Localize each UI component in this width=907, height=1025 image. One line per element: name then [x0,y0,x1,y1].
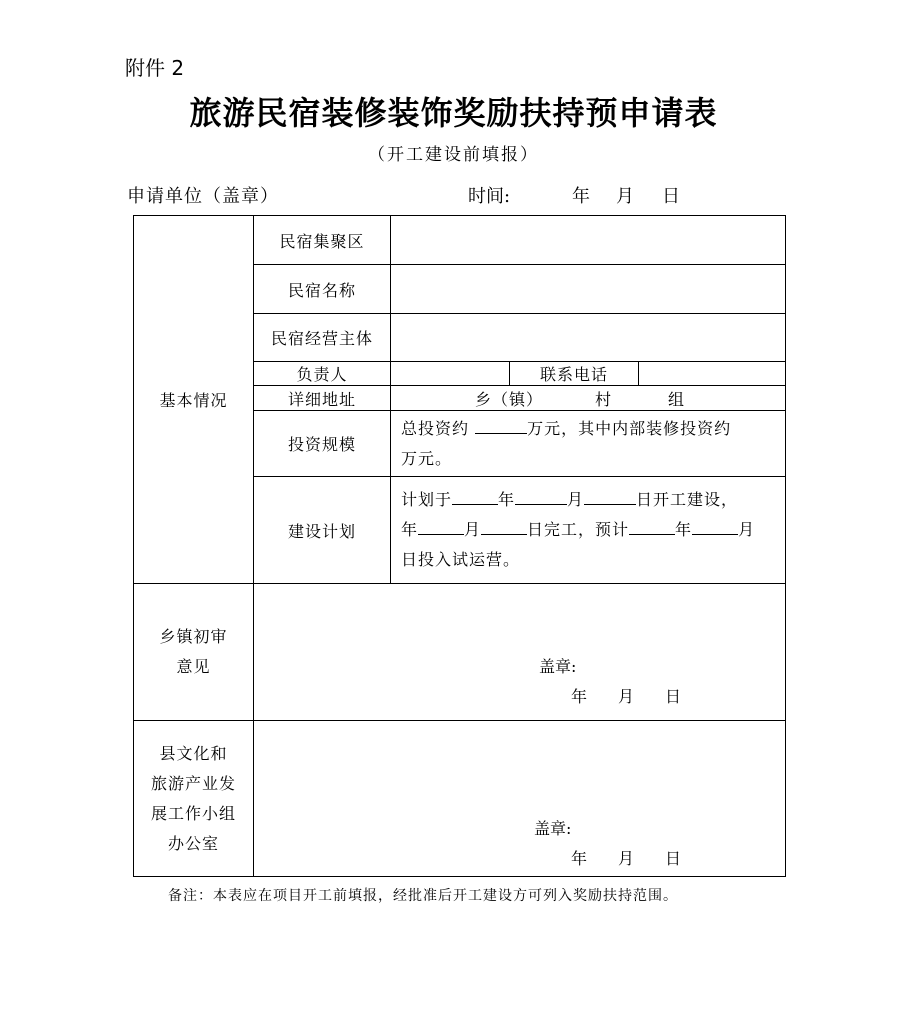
town-seal-date [254,682,785,712]
county-seal-date [254,844,785,874]
name-label-cell [254,265,391,314]
applicant-label: 申请单位（盖章） [127,186,279,207]
section-basic-info [134,216,254,584]
plan-month-label: 月 [567,490,585,509]
plan-text-3: 日完工，预计 [527,520,630,539]
investment-text-cell[interactable] [391,411,786,477]
address-town-label: 乡（镇） [475,389,544,409]
address-input-cell[interactable] [391,386,786,411]
plan-open-year-label: 年 [675,520,693,539]
plan-open-month-blank[interactable] [692,518,738,535]
time-label: 时间: [468,186,511,207]
time-month-label: 月 [616,186,634,207]
town-review-label-2: 意见 [176,657,211,676]
investment-label: 投资规模 [287,435,356,454]
time-day-label: 日 [662,186,680,207]
plan-text-4: 日投入试运营。 [401,550,521,569]
person-input-cell[interactable] [391,362,510,386]
county-office-label-cell [134,721,254,877]
person-label: 负责人 [296,365,348,384]
plan-finish-month-blank[interactable] [481,518,527,535]
county-label-1: 县文化和 [159,743,228,763]
application-form-table [133,215,786,877]
plan-label: 建设计划 [287,521,356,541]
town-seal-day: 日 [665,687,683,706]
county-label-3: 展工作小组 [150,803,236,823]
plan-year-label: 年 [498,490,516,509]
plan-open-month-label: 月 [738,520,756,539]
county-seal-day: 日 [665,849,683,868]
attachment-label: 附件 2 [125,56,185,80]
plan-start-month-blank[interactable] [515,488,567,505]
operator-label-cell [254,314,391,362]
county-seal-label: 盖章: [534,819,572,838]
address-village-label: 村 [595,389,613,409]
cluster-label-cell [254,216,391,265]
investment-text-2: 万元，其中内部装修投资约 [527,418,732,438]
investment-label-cell [254,411,391,477]
plan-text-cell[interactable] [391,477,786,584]
person-label-cell [254,362,391,386]
page-subtitle: （开工建设前填报） [368,145,539,165]
phone-label-cell [510,362,639,386]
plan-start-year-blank[interactable] [452,488,498,505]
page-title: 旅游民宿装修装饰奖励扶持预申请表 [189,94,718,132]
county-label-2: 旅游产业发 [150,773,236,793]
cluster-input-cell[interactable] [391,216,786,265]
plan-text-1: 计划于 [401,490,453,509]
plan-start-day-blank[interactable] [584,488,636,505]
county-seal-month: 月 [618,849,636,868]
plan-label-cell [254,477,391,584]
time-year-label: 年 [572,186,590,207]
investment-text-1: 总投资约 [401,418,470,438]
address-label-cell [254,386,391,411]
address-group-label: 组 [668,389,686,409]
plan-finish-year-label: 年 [401,520,419,539]
name-input-cell[interactable] [391,265,786,314]
phone-input-cell[interactable] [639,362,786,386]
investment-total-blank[interactable] [475,417,527,434]
investment-text-3: 万元。 [401,448,453,468]
plan-text-2: 日开工建设， [636,490,739,509]
footnote: 备注：本表应在项目开工前填报，经批准后开工建设方可列入奖励扶持范围。 [168,888,678,904]
town-seal-year: 年 [571,687,589,706]
phone-label: 联系电话 [539,365,608,384]
plan-finish-year-blank[interactable] [418,518,464,535]
section-basic-label: 基本情况 [159,391,228,410]
county-label-4: 办公室 [167,833,219,853]
town-review-label-cell [134,584,254,721]
name-label: 民宿名称 [287,280,356,300]
town-seal-label: 盖章: [539,657,577,676]
address-label: 详细地址 [287,389,356,409]
operator-input-cell[interactable] [391,314,786,362]
town-review-label-1: 乡镇初审 [159,627,228,646]
plan-finish-month-label: 月 [464,520,482,539]
operator-label: 民宿经营主体 [270,329,373,348]
plan-open-year-blank[interactable] [629,518,675,535]
cluster-label: 民宿集聚区 [279,231,365,251]
town-seal-month: 月 [618,687,636,706]
county-office-input-cell[interactable] [254,721,786,877]
county-seal-year: 年 [571,849,589,868]
town-review-input-cell[interactable] [254,584,786,721]
